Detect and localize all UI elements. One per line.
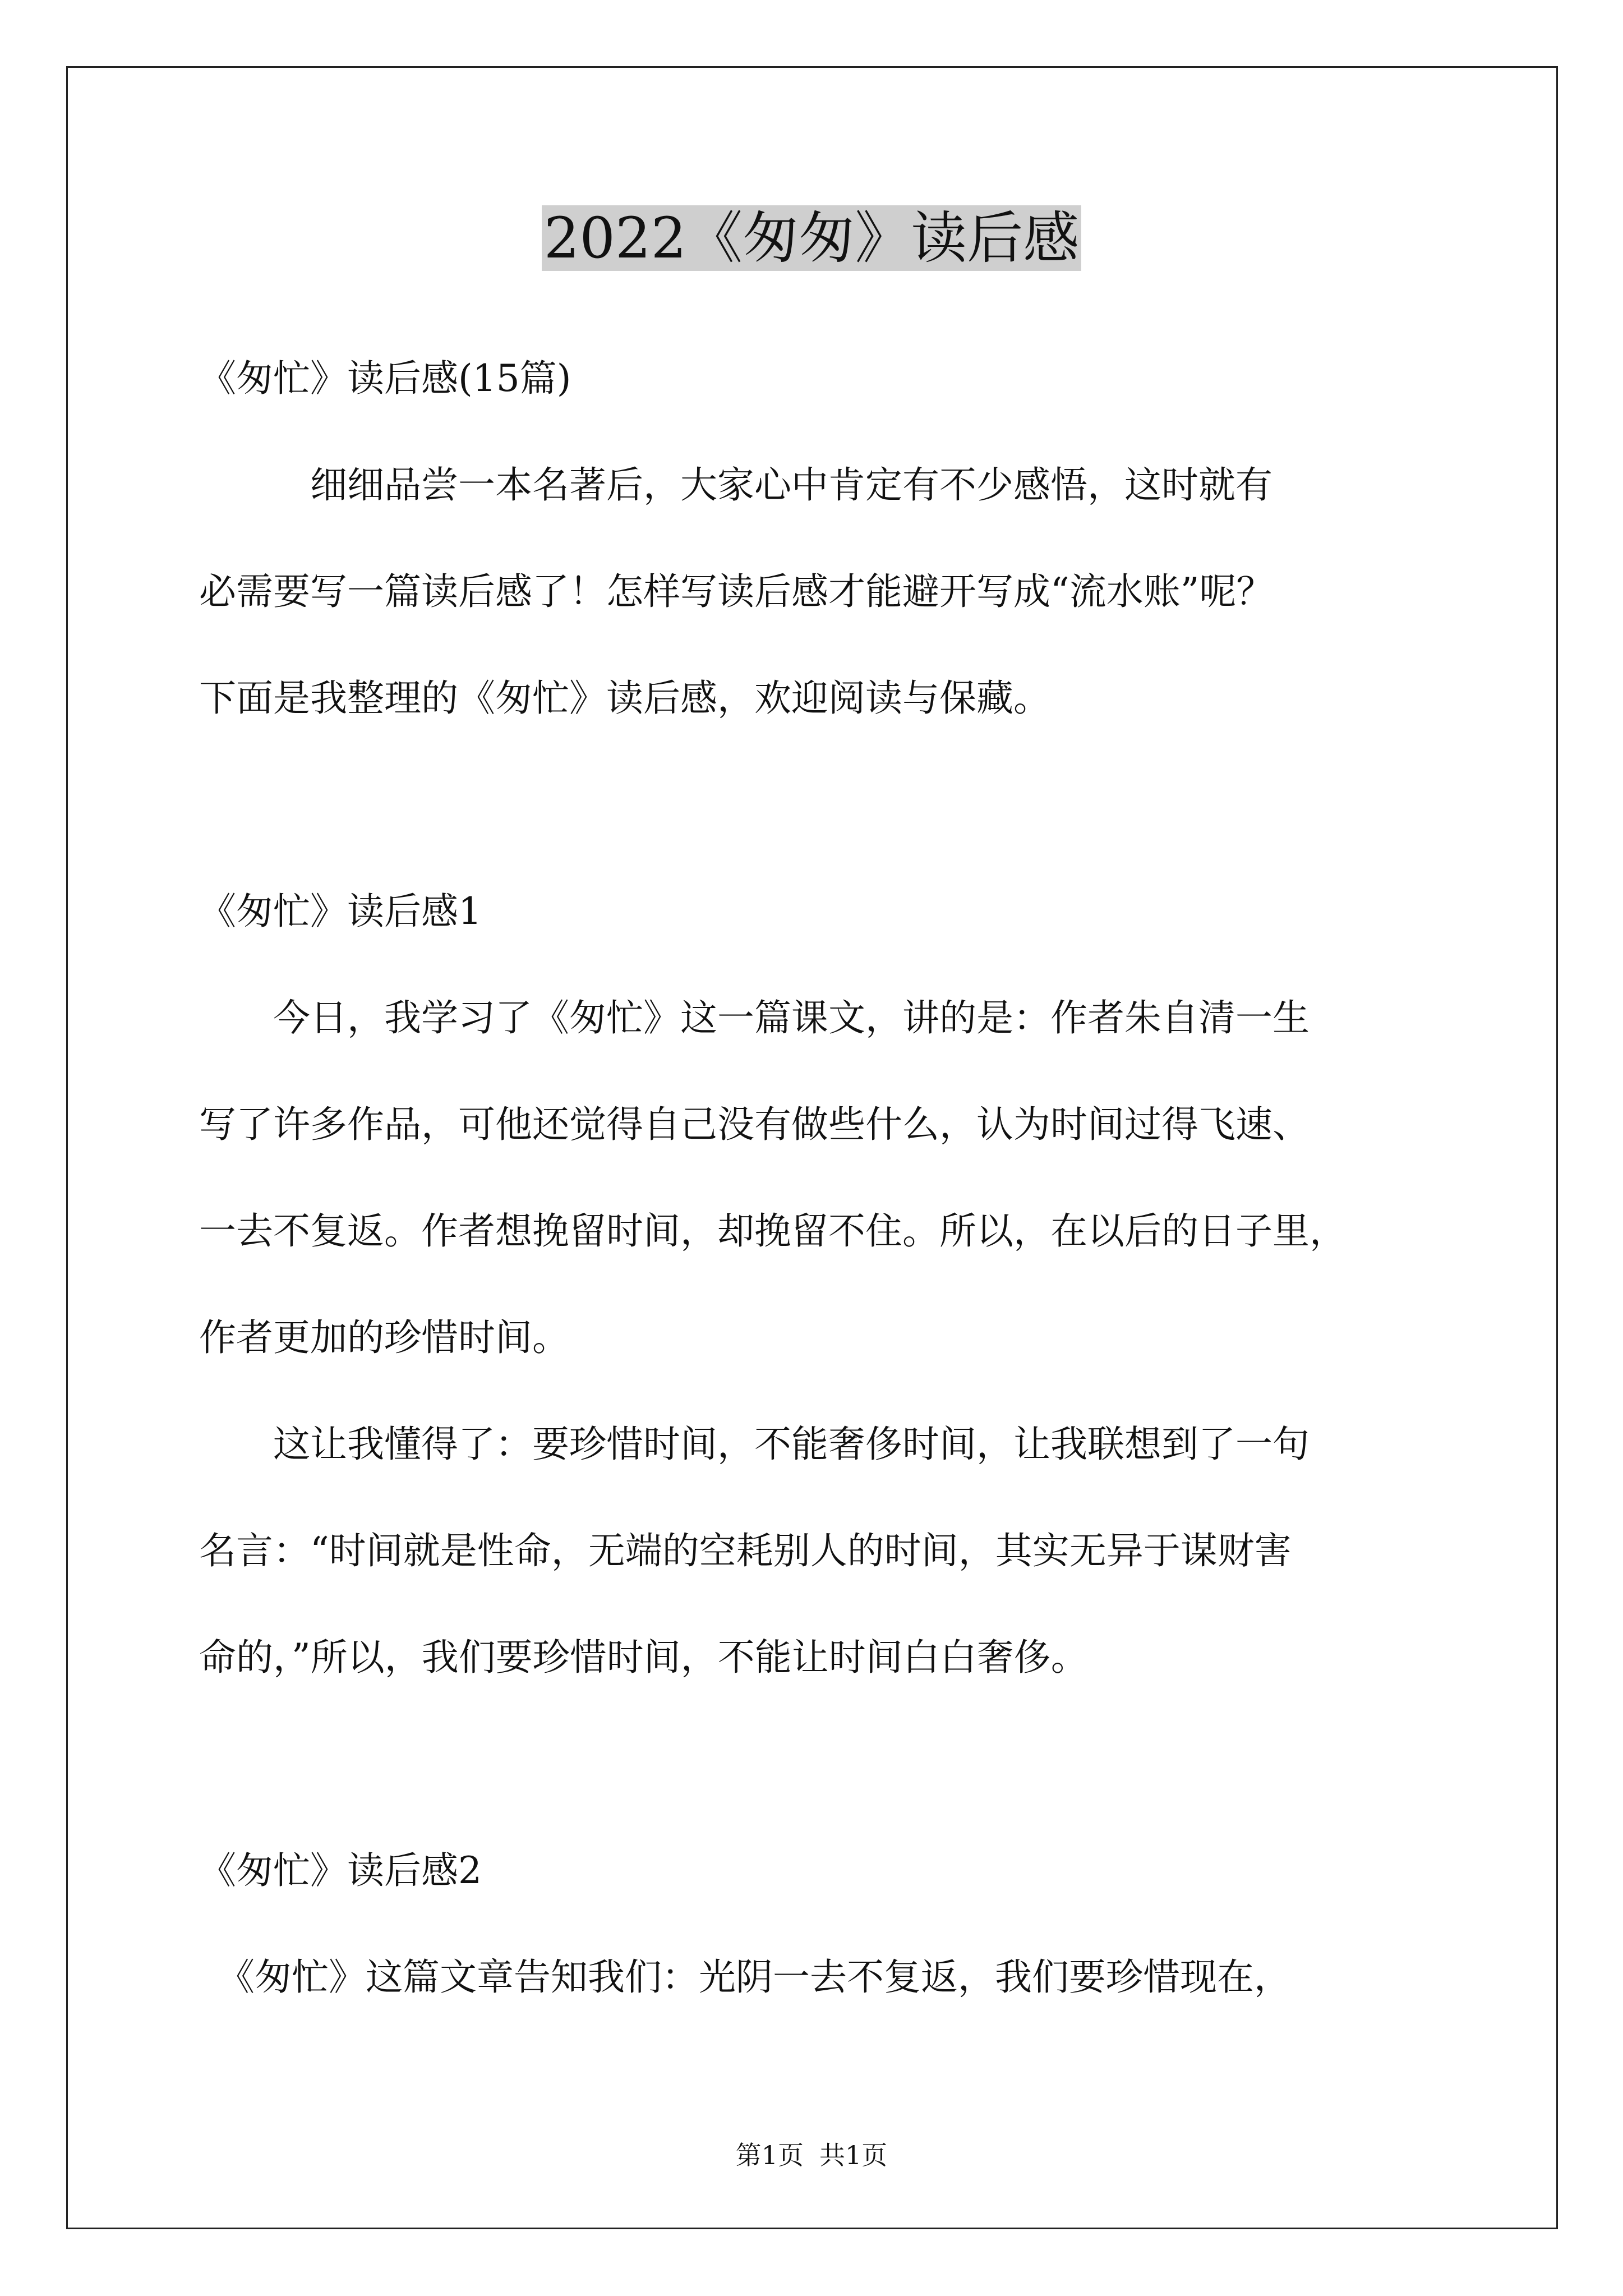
section-heading-2: 《匆忙》读后感2 [199,1849,482,1892]
page-number: 第1页 [735,2140,804,2170]
title-text: 2022《匆匆》读后感 [542,205,1082,271]
paragraph-line: 命的，”所以，我们要珍惜时间，不能让时间白白奢侈。 [199,1636,1088,1679]
page-footer [0,2138,1623,2172]
paragraph-line: 下面是我整理的《匆忙》读后感，欢迎阅读与保藏。 [199,677,1050,720]
paragraph-line: 一去不复返。作者想挽留时间，却挽留不住。所以，在以后的日子里， [199,1209,1347,1253]
subtitle-heading: 《匆忙》读后感(15篇) [199,357,571,400]
paragraph-line: 名言：“时间就是性命，无端的空耗别人的时间，其实无异于谋财害 [199,1529,1292,1572]
page-total: 共1页 [819,2140,888,2170]
paragraph-line: 《匆忙》这篇文章告知我们：光阴一去不复返，我们要珍惜现在， [199,1955,1291,1999]
paragraph-line: 细细品尝一本名著后，大家心中肯定有不少感悟，这时就有 [199,463,1272,507]
document-title [0,202,1623,275]
paragraph-line: 这让我懂得了：要珍惜时间，不能奢侈时间，让我联想到了一句 [199,1423,1310,1466]
paragraph-line: 今日，我学习了《匆忙》这一篇课文，讲的是：作者朱自清一生 [199,996,1310,1039]
paragraph-line: 作者更加的珍惜时间。 [199,1316,569,1359]
paragraph-line: 写了许多作品，可他还觉得自己没有做些什么，认为时间过得飞速、 [199,1103,1310,1146]
section-heading-1: 《匆忙》读后感1 [199,890,482,933]
paragraph-line: 必需要写一篇读后感了！怎样写读后感才能避开写成“流水账”呢？ [199,570,1274,613]
